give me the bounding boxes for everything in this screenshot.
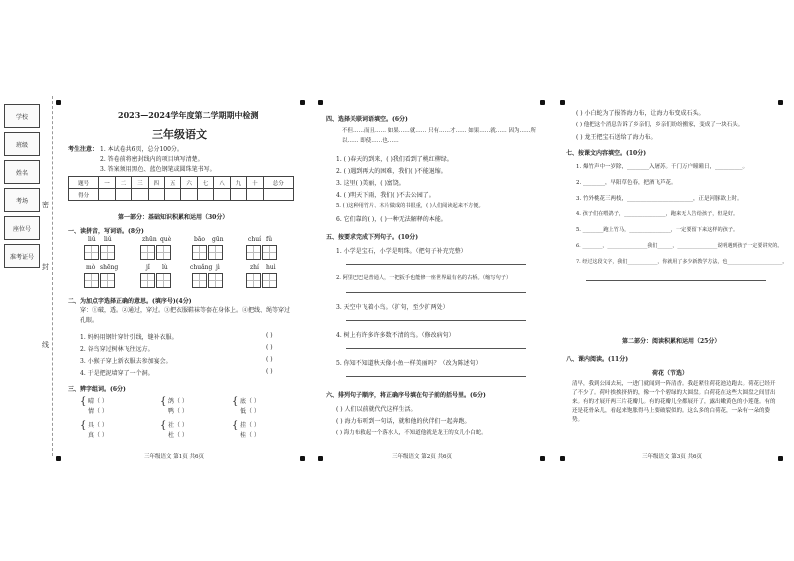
word-group-item[interactable]: 挂（ ） — [240, 422, 260, 429]
answer-paren[interactable]: ( ) — [266, 332, 273, 339]
brace-glyph: { — [80, 396, 87, 407]
notice-line: 1. 本试卷共6页，总分100分。 — [100, 146, 183, 153]
question-8-heading: 八、课内阅读。(11分) — [566, 356, 629, 363]
brace-glyph: { — [160, 396, 167, 407]
score-cell[interactable] — [197, 189, 213, 201]
score-header-cell: 十 — [247, 177, 263, 189]
writing-box[interactable] — [84, 245, 99, 260]
pinyin-label: zhí — [250, 264, 259, 271]
pinyin-label: lù — [162, 264, 168, 271]
recitation-item[interactable]: 5. ________跑上竹马，________________，一定要留下来这样的孩子。 — [576, 227, 739, 233]
word-group-item[interactable]: 晴（ ） — [88, 398, 108, 405]
binding-school-cell[interactable]: 学校 — [4, 104, 40, 128]
answer-line[interactable] — [346, 376, 526, 377]
pinyin-label: gūn — [212, 236, 224, 243]
score-cell[interactable] — [115, 189, 131, 201]
ordering-item[interactable]: ( ) 海力布救起一个落水人，不知道他就是龙王的女儿小白蛇。 — [336, 430, 487, 436]
exam-title: 三年级语文 — [152, 128, 207, 141]
score-header-cell: 六 — [181, 177, 197, 189]
score-header-cell: 八 — [214, 177, 230, 189]
question-2-item: 4. 于是把泥墙穿了一个洞。 — [80, 370, 154, 377]
writing-box[interactable] — [156, 273, 171, 288]
word-group-item[interactable]: 桂（ ） — [240, 432, 260, 439]
recitation-item[interactable]: 1. 爆竹声中一岁除，________入屠苏。千门万户曈曈日，__________。 — [576, 164, 748, 170]
passage-text: 清早，我到公园去玩，一进门就闻到一阵清香。我赶紧往荷花池边跑去。荷花已经开了不少了。荷叶挨挨挤挤的，像一个个碧绿的大圆盘。白荷花在这些大圆盘之间冒出来。有的才展开两三片花瓣儿。有的花瓣儿全都展开了，露出嫩黄色的小莲蓬。有的还是花骨朵儿，看起来饱胀得马上要破裂似的。这么多的白荷花，一朵有一朵的姿势。 — [572, 381, 776, 423]
writing-box[interactable] — [140, 273, 155, 288]
question-1-heading: 一、读拼音，写词语。(8分) — [68, 228, 144, 235]
pinyin-label: liǔ — [88, 236, 96, 243]
question-4-item[interactable]: 6. 它们靠的( )，( )一种无法解释的本能。 — [336, 216, 447, 223]
recitation-item[interactable]: 4. 孩子们在喂鸽子，________________，跑来无人告给孩子，但是好。 — [576, 211, 739, 217]
page-1 — [60, 96, 300, 468]
word-group-item[interactable]: 具（ ） — [88, 422, 108, 429]
binding-class-cell[interactable]: 班级 — [4, 132, 40, 156]
word-group-item[interactable]: 底（ ） — [240, 398, 260, 405]
corner-mark — [300, 456, 305, 461]
score-cell[interactable] — [99, 189, 115, 201]
word-group-item[interactable]: 低（ ） — [240, 408, 260, 415]
recitation-item[interactable]: 7. 经过这段文字，我们____________，你就用了多少新教学方法，也______________________。 — [576, 259, 788, 265]
answer-line[interactable] — [346, 264, 526, 265]
pinyin-label: fǔ — [266, 236, 273, 243]
pinyin-label: mò — [86, 264, 96, 271]
page-footer: 三年级语文 第3页 共6页 — [642, 454, 702, 460]
ordering-item[interactable]: ( ) 龙王把宝石送给了海力布。 — [576, 134, 657, 141]
score-cell[interactable] — [148, 189, 164, 201]
page-footer: 三年级语文 第1页 共6页 — [144, 454, 204, 460]
answer-paren[interactable]: ( ) — [266, 356, 273, 363]
writing-box[interactable] — [100, 273, 115, 288]
corner-mark — [300, 100, 305, 105]
notice-label: 考生注意： — [68, 146, 99, 153]
pinyin-label: huì — [266, 264, 276, 271]
pinyin-label: chuǎng — [190, 264, 213, 271]
seal-line — [52, 96, 53, 456]
word-group-item[interactable]: 杜（ ） — [168, 432, 188, 439]
word-group-item[interactable]: 社（ ） — [168, 422, 188, 429]
writing-box[interactable] — [192, 245, 207, 260]
seal-char-mi: 密 — [42, 201, 49, 209]
answer-line[interactable] — [346, 348, 526, 349]
pinyin-label: jǐ — [146, 264, 150, 271]
ordering-item[interactable]: ( ) 海力布听到一句话，就和他的伙伴们一起奔跑。 — [336, 418, 471, 425]
answer-line[interactable] — [346, 320, 526, 321]
page-2 — [322, 96, 542, 468]
recitation-item[interactable]: 2. ________，早阳草色春，把酒飞芦花。 — [576, 180, 677, 186]
writing-box[interactable] — [246, 245, 261, 260]
notice-line: 3. 答案须用黑色、蓝色钢笔或圆珠笔书写。 — [100, 166, 216, 173]
score-cell[interactable] — [132, 189, 148, 201]
recitation-item[interactable]: 3. 竹外桃花三两枝，________________________，正是河豚欲上时。 — [576, 196, 743, 202]
seal-char-xian: 线 — [42, 341, 49, 349]
question-5-item: 4. 树上有许多许多数不清的鸟。（修改病句） — [336, 332, 455, 339]
writing-box[interactable] — [156, 245, 171, 260]
pinyin-label: liǔ — [104, 236, 112, 243]
question-2-definitions: 穿：①破，透。②通过，穿过。③把衣服鞋袜等套在身体上。④把线、绳等穿过孔眼。 — [80, 307, 291, 324]
score-header-cell: 三 — [132, 177, 148, 189]
word-group-item[interactable]: 鸭（ ） — [168, 408, 188, 415]
answer-line[interactable] — [346, 292, 526, 293]
ordering-item[interactable]: ( ) 人们以前就代代这样生活。 — [336, 406, 417, 413]
brace-glyph: { — [160, 420, 167, 431]
score-header-cell: 四 — [148, 177, 164, 189]
question-2-item: 3. 小猴子穿上新衣服去参加宴会。 — [80, 358, 172, 365]
ordering-item[interactable]: ( ) 他把这个消息告诉了乡亲们，乡亲们纷纷搬家，变成了一块石头。 — [576, 122, 744, 128]
seal-char-feng: 封 — [42, 263, 49, 271]
conjunction-options: 不但……而且…… 如果……就…… 只有……才…… 如果……就…… 因为……所以…… 即使……也…… — [342, 128, 536, 144]
binding-name-cell[interactable]: 姓名 — [4, 160, 40, 184]
pinyin-label: shēng — [100, 264, 119, 271]
score-header-cell: 题号 — [69, 177, 99, 189]
score-header-cell: 一 — [99, 177, 115, 189]
writing-box[interactable] — [208, 245, 223, 260]
writing-box[interactable] — [140, 245, 155, 260]
word-group-item[interactable]: 真（ ） — [88, 432, 108, 439]
passage-title: 荷花（节选） — [652, 370, 689, 377]
question-2-heading: 二、为加点字选择正确的意思。(填序号)(4分) — [68, 298, 192, 305]
writing-box[interactable] — [262, 245, 277, 260]
binding-room-cell[interactable]: 考场 — [4, 188, 40, 212]
recitation-item[interactable]: 6. ________，________________我们______，________________说明遇到孩子一定要讲究的。 — [576, 243, 783, 249]
question-4-item[interactable]: 3. 这里( )美丽，( )富饶。 — [336, 180, 405, 187]
question-7-heading: 七、按课文内容填空。(10分) — [566, 150, 647, 157]
writing-box[interactable] — [262, 273, 277, 288]
writing-box[interactable] — [84, 273, 99, 288]
question-4-heading: 四、选择关联词语填空。(6分) — [326, 116, 408, 123]
question-2-item: 1. 妈妈用钢针穿针引线，缝补衣服。 — [80, 334, 178, 341]
pinyin-label: zhūn — [142, 236, 157, 243]
pinyin-label: bāo — [194, 236, 206, 243]
question-5-item: 1. 小学是宝石，小学是明珠。（把句子补充完整） — [336, 248, 467, 255]
question-4-item[interactable]: 5. ( )这种用竹片、木片做成的书很重，( )人们阅读起来不方便。 — [336, 203, 484, 209]
notice-line: 2. 答卷前将密封线内的项目填写清楚。 — [100, 156, 204, 163]
word-group-item[interactable]: 情（ ） — [88, 408, 108, 415]
page-footer: 三年级语文 第2页 共6页 — [392, 454, 452, 460]
score-cell[interactable] — [263, 189, 293, 201]
score-table — [68, 176, 294, 201]
exam-header: 2023—2024学年度第二学期期中检测 — [118, 110, 259, 120]
part-1-heading: 第一部分：基础知识积累和运用（30分） — [118, 214, 229, 221]
answer-line[interactable] — [586, 280, 766, 281]
pinyin-label: jì — [216, 264, 220, 271]
question-5-item: 3. 天空中飞着小鸟。（扩句，至少扩两处） — [336, 304, 449, 311]
ordering-item[interactable]: ( ) 小白蛇为了报答海力布，让海力布变成石头。 — [576, 110, 705, 117]
pinyin-label: chuí — [248, 236, 262, 243]
brace-glyph: { — [80, 420, 87, 431]
binding-ticket-cell[interactable]: 准考证号 — [4, 244, 40, 268]
brace-glyph: { — [232, 396, 239, 407]
score-row-label: 得分 — [69, 189, 99, 201]
writing-box[interactable] — [246, 273, 261, 288]
question-3-heading: 三、辨字组词。(6分) — [68, 386, 126, 393]
score-header-cell: 七 — [197, 177, 213, 189]
score-cell[interactable] — [214, 189, 230, 201]
question-4-item[interactable]: 4. ( )明天下雨，我们( )不去公园了。 — [336, 192, 435, 199]
writing-box[interactable] — [100, 245, 115, 260]
question-4-item[interactable]: 1. ( )春天的到来，( )我们看到了桃红柳绿。 — [336, 156, 453, 163]
question-5-item: 2. 阿里巴巴是普通人，一把扳手也能修一座世界最有名的古桥。（缩写句子） — [336, 275, 512, 281]
question-2-item: 2. 谷鸟穿过树林飞往远方。 — [80, 346, 154, 353]
question-5-heading: 五、按要求完成下列句子。(10分) — [326, 234, 419, 241]
answer-paren[interactable]: ( ) — [266, 344, 273, 351]
word-group-item[interactable]: 鸽（ ） — [168, 398, 188, 405]
binding-seat-cell[interactable]: 座位号 — [4, 216, 40, 240]
score-cell[interactable] — [165, 189, 181, 201]
brace-glyph: { — [232, 420, 239, 431]
part-2-heading: 第二部分：阅读积累和运用（25分） — [622, 338, 721, 345]
binding-strip — [0, 96, 44, 276]
score-header-cell: 九 — [230, 177, 246, 189]
question-5-item: 5. 你知不知道秋天像小鱼一样美丽吗？（改为陈述句） — [336, 360, 482, 367]
score-header-cell: 总分 — [263, 177, 293, 189]
score-header-cell: 二 — [115, 177, 131, 189]
score-cell[interactable] — [181, 189, 197, 201]
pinyin-label: què — [160, 236, 172, 243]
writing-box[interactable] — [208, 273, 223, 288]
writing-box[interactable] — [192, 273, 207, 288]
score-cell[interactable] — [247, 189, 263, 201]
question-6-heading: 六、排列句子顺序，将正确序号填在句子前的括号里。(6分) — [326, 392, 486, 399]
score-header-cell: 五 — [165, 177, 181, 189]
answer-paren[interactable]: ( ) — [266, 368, 273, 375]
page-3 — [562, 96, 786, 468]
score-cell[interactable] — [230, 189, 246, 201]
question-4-item[interactable]: 2. ( )遇到再大的困难，我们( )不能退缩。 — [336, 168, 447, 175]
